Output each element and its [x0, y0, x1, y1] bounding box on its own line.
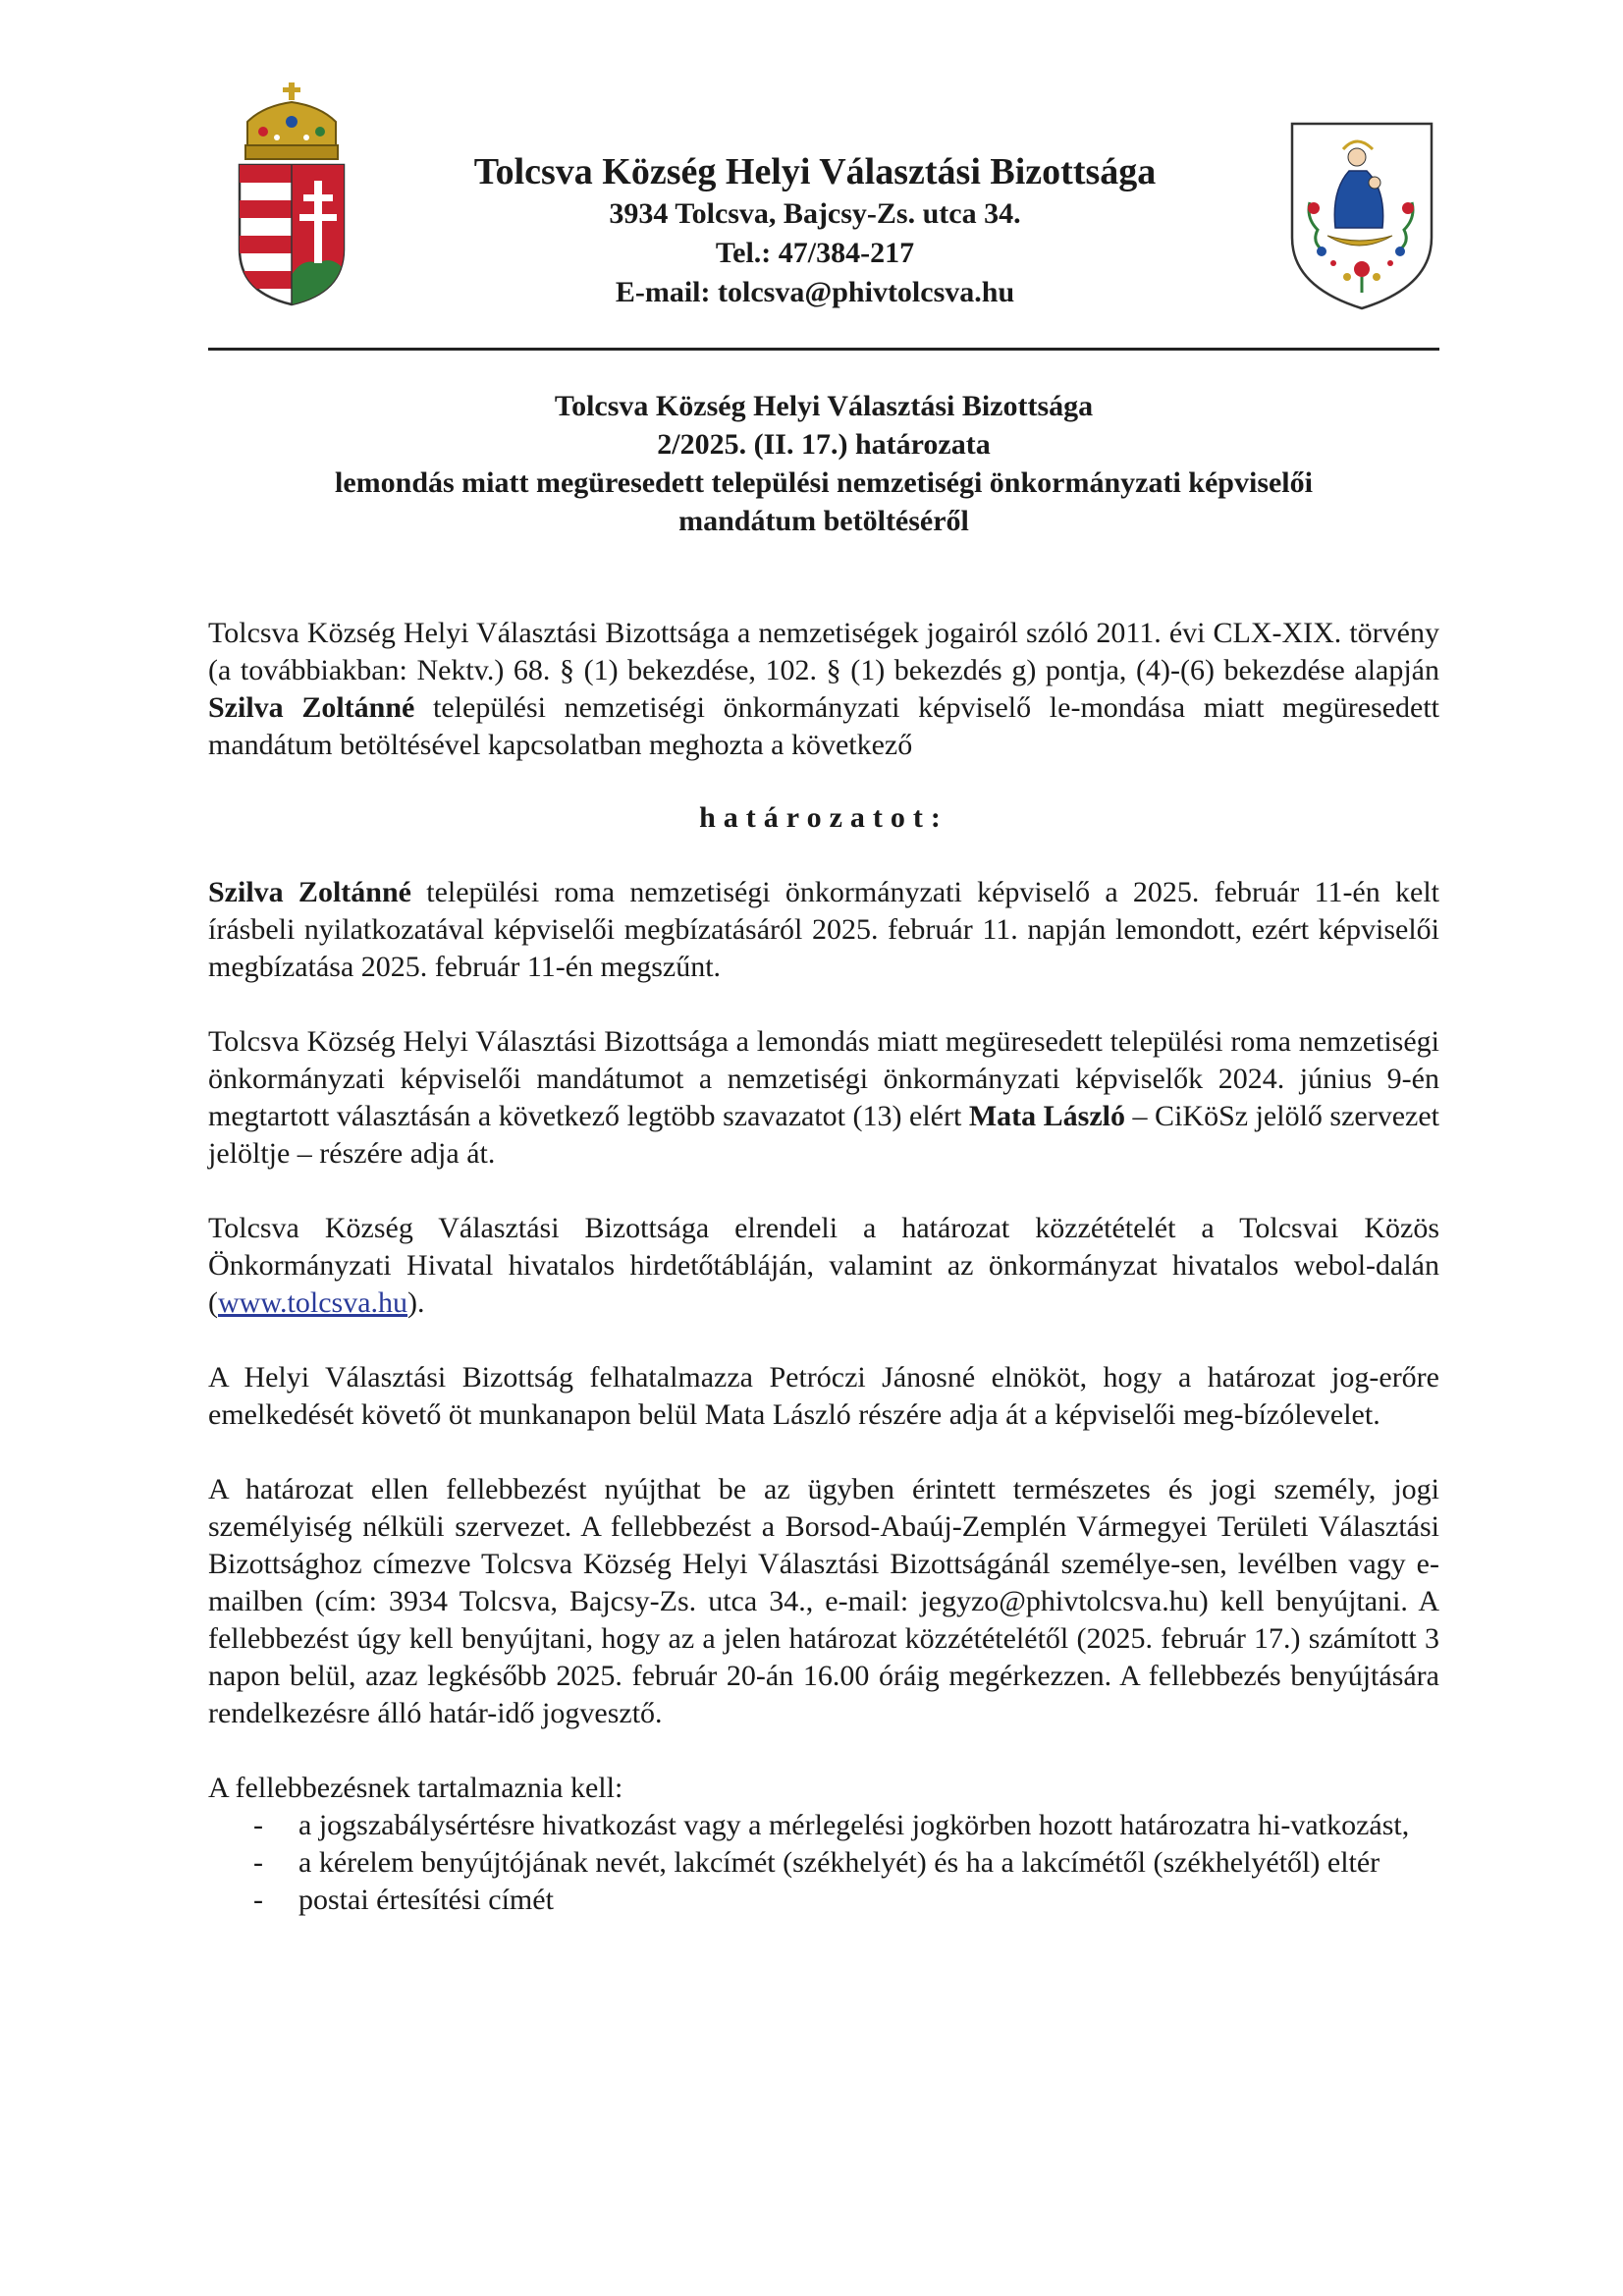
intro-resigned-name: Szilva Zoltánné [208, 691, 415, 724]
appeal-paragraph: A határozat ellen fellebbezést nyújthat be az ügyben érintett természetes és jogi személy, jogi személyiség nélküli szervezet. A fellebbezést a Borsod-Abaúj-Zemplén Vármegyei Területi Választási Bizottsághoz címezve Tolcsva Község Helyi Választási Bizottságánál személye-sen, levélben vagy e-mailben (cím: 3934 Tolcsva, Bajcsy-Zs. utca 34., e-mail: jegyzo@phivtolcsva.hu) kell benyújtani. A fellebbezést úgy kell benyújtani, hogy az a jelen határozat közzétételétől (2025. február 17.) számított 3 napon belül, azaz legkésőbb 2025. február 20-án 16.00 óráig megérkezzen. A fellebbezés benyújtására rendelkezésre álló határ-idő jogvesztő. [208, 1473, 1439, 1729]
issuer-email-line [393, 273, 1237, 312]
document-body [208, 615, 1439, 1919]
list-item [208, 1807, 1439, 1844]
resolution-paragraph-2-text-a: Tolcsva Község Helyi Választási Bizottsága a lemondás miatt megüresedett települési roma nemzetiségi önkormányzati képviselői mandátumot a nemzetiségi önkormányzati képviselők 2024. június 9-én megtartott választásán a következő legtöbb szavazatot (13) elért [208, 1025, 1439, 1132]
issuer-name: Tolcsva Község Helyi Választási Bizottsága [473, 151, 1157, 192]
issuer-header [393, 149, 1237, 312]
list-item-text: a kérelem benyújtójának nevét, lakcímét (székhelyét) és ha a lakcímétől (székhelyétől) eltér [298, 1846, 1380, 1879]
list-item [208, 1882, 1439, 1919]
issuer-phone: Tel.: 47/384-217 [715, 237, 915, 269]
list-item [208, 1844, 1439, 1882]
issuer-address: 3934 Tolcsva, Bajcsy-Zs. utca 34. [609, 197, 1021, 230]
resolution-paragraph-3 [208, 1210, 1439, 1322]
issuer-email[interactable]: tolcsva@phivtolcsva.hu [718, 276, 1015, 308]
list-bullet: - [253, 1884, 263, 1916]
new-member-name: Mata László [968, 1100, 1126, 1132]
hungarian-coat-of-arms-icon [234, 82, 350, 306]
decision-title [208, 387, 1439, 540]
resolution-paragraph-3-text-b: ). [407, 1286, 425, 1319]
resolution-paragraph-1 [208, 874, 1439, 986]
resolution-paragraph-3-text-a: Tolcsva Község Választási Bizottsága elrendeli a határozat közzétételét a Tolcsvai Közös Önkormányzati Hivatal hivatalos hirdetőtábláján, valamint az önkormányzat hivatalos webol-dalán ( [208, 1212, 1439, 1319]
resigned-member-name: Szilva Zoltánné [208, 876, 411, 908]
list-bullet: - [253, 1846, 263, 1879]
appeal-requirements-list [208, 1807, 1439, 1919]
decision-title-line-4: mandátum betöltéséről [678, 505, 969, 537]
tolcsva-coat-of-arms-icon [1288, 120, 1435, 312]
list-item-text: a jogszabálysértésre hivatkozást vagy a mérlegelési jogkörben hozott határozatra hi-vatkozást, [298, 1809, 1410, 1841]
resolution-paragraph-2-text-b: – CiKöSz jelölő szervezet jelöltje – részére adja át. [208, 1100, 1440, 1170]
resolution-paragraph-4: A Helyi Választási Bizottság felhatalmazza Petróczi Jánosné elnököt, hogy a határozat jog-erőre emelkedését követő öt munkanapon belül Mata László részére adja át a képviselői meg-bízólevelet. [208, 1361, 1439, 1431]
header-divider [208, 348, 1439, 351]
website-link[interactable]: www.tolcsva.hu [218, 1286, 408, 1319]
intro-text-b: települési nemzetiségi önkormányzati képviselő le-mondása miatt megüresedett mandátum betöltésével kapcsolatban meghozta a következő [208, 691, 1439, 761]
list-bullet: - [253, 1809, 263, 1841]
decision-title-line-1: Tolcsva Község Helyi Választási Bizottsága [554, 390, 1094, 422]
email-label: E-mail: [615, 276, 719, 308]
intro-paragraph [208, 615, 1439, 764]
resolution-heading: határozatot: [699, 801, 948, 834]
decision-title-line-3: lemondás miatt megüresedett települési nemzetiségi önkormányzati képviselői [335, 466, 1313, 499]
resolution-paragraph-1-text: települési roma nemzetiségi önkormányzati képviselő a 2025. február 11-én kelt írásbeli nyilatkozatával képviselői megbízatásáról 2025. február 11. napján lemondott, ezért képviselői megbízatása 2025. február 11-én megszűnt. [208, 876, 1440, 983]
appeal-requirements-intro: A fellebbezésnek tartalmaznia kell: [208, 1772, 623, 1804]
decision-number: 2/2025. (II. 17.) határozata [657, 428, 991, 461]
list-item-text: postai értesítési címét [298, 1884, 554, 1916]
resolution-paragraph-2 [208, 1023, 1439, 1173]
intro-text-a: Tolcsva Község Helyi Választási Bizottsága a nemzetiségek jogairól szóló 2011. évi CLX-XIX. törvény (a továbbiakban: Nektv.) 68. § (1) bekezdése, 102. § (1) bekezdés g) pontja, (4)-(6) bekezdése alapján [208, 617, 1439, 686]
